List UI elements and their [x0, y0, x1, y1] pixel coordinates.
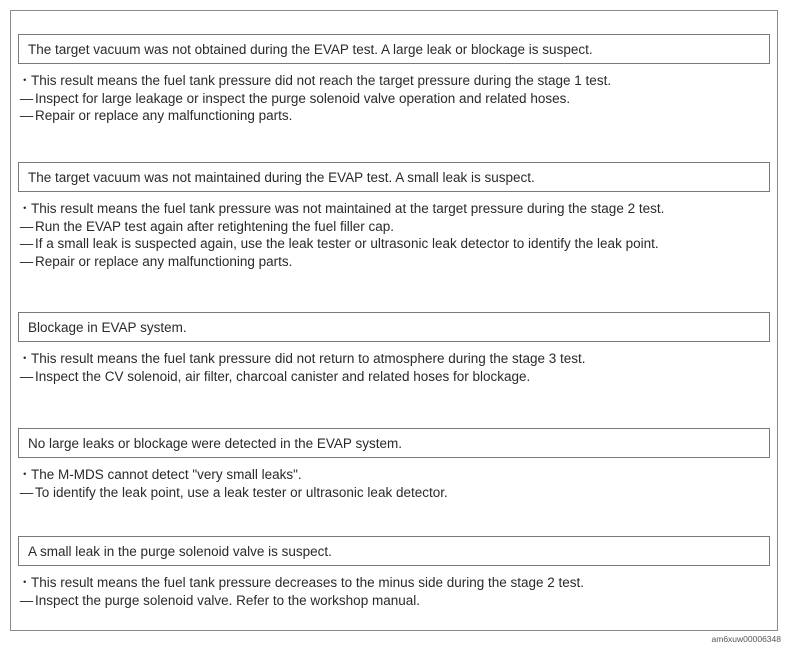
- dash-mark: —: [19, 236, 34, 251]
- bullet-mark: ・: [18, 73, 32, 88]
- section-title: A small leak in the purge solenoid valve is suspect.: [28, 544, 332, 559]
- bullet-line: [18, 200, 770, 218]
- dash-mark: —: [19, 592, 34, 608]
- bullet-line: [18, 466, 770, 484]
- dash-mark: —: [19, 108, 34, 123]
- section-lines: [18, 72, 770, 125]
- bullet-line: [18, 574, 770, 592]
- dash-line: [18, 484, 770, 502]
- bullet-text: This result means the fuel tank pressure did not reach the target pressure during the stage 1 test.: [31, 73, 612, 88]
- dash-text: Repair or replace any malfunctioning parts.: [35, 108, 293, 123]
- section-lines: [18, 574, 770, 609]
- bullet-mark: ・: [18, 351, 32, 366]
- section-title: No large leaks or blockage were detected in the EVAP system.: [28, 436, 402, 451]
- section-title-box: [18, 162, 770, 192]
- bullet-mark: ・: [18, 575, 32, 590]
- dash-text: Inspect the CV solenoid, air filter, charcoal canister and related hoses for blockage.: [35, 368, 531, 384]
- bullet-text: This result means the fuel tank pressure did not return to atmosphere during the stage 3 test.: [31, 351, 586, 366]
- section-title: Blockage in EVAP system.: [28, 320, 187, 335]
- dash-text: To identify the leak point, use a leak tester or ultrasonic leak detector.: [35, 484, 448, 500]
- section-blockage: [18, 312, 770, 385]
- dash-mark: —: [19, 253, 34, 269]
- section-purge-valve-leak: [18, 536, 770, 609]
- bullet-mark: ・: [18, 467, 32, 482]
- bullet-line: [18, 72, 770, 90]
- section-title-box: [18, 312, 770, 342]
- dash-line: [18, 218, 770, 236]
- section-title-box: [18, 428, 770, 458]
- dash-text: Run the EVAP test again after retightening the fuel filler cap.: [35, 218, 394, 234]
- bullet-text: The M-MDS cannot detect "very small leaks".: [31, 467, 302, 482]
- bullet-text: This result means the fuel tank pressure decreases to the minus side during the stage 2 test.: [31, 575, 585, 590]
- section-no-leaks: [18, 428, 770, 501]
- dash-mark: —: [19, 484, 34, 500]
- dash-text: Inspect for large leakage or inspect the purge solenoid valve operation and related hoses.: [35, 90, 571, 106]
- image-id-label: am6xuw00006348: [711, 634, 781, 644]
- section-title: The target vacuum was not obtained during the EVAP test. A large leak or blockage is suspect.: [28, 42, 593, 57]
- dash-line: [18, 592, 770, 610]
- section-title-box: [18, 34, 770, 64]
- section-lines: [18, 466, 770, 501]
- bullet-mark: ・: [18, 201, 32, 216]
- section-lines: [18, 350, 770, 385]
- section-small-leak: [18, 162, 770, 270]
- bullet-line: [18, 350, 770, 368]
- section-large-leak: [18, 34, 770, 125]
- dash-mark: —: [19, 218, 34, 234]
- bullet-text: This result means the fuel tank pressure was not maintained at the target pressure during the stage 2 test.: [31, 201, 665, 216]
- dash-line: [18, 107, 770, 125]
- section-title: The target vacuum was not maintained during the EVAP test. A small leak is suspect.: [28, 170, 535, 185]
- section-lines: [18, 200, 770, 270]
- dash-line: [18, 368, 770, 386]
- dash-mark: —: [19, 90, 34, 106]
- dash-mark: —: [19, 368, 34, 384]
- dash-line: [18, 235, 770, 253]
- section-title-box: [18, 536, 770, 566]
- dash-line: [18, 253, 770, 271]
- dash-text: Inspect the purge solenoid valve. Refer to the workshop manual.: [35, 592, 420, 608]
- dash-text: Repair or replace any malfunctioning parts.: [35, 253, 293, 269]
- dash-text: If a small leak is suspected again, use the leak tester or ultrasonic leak detector to identify the leak point.: [35, 236, 659, 251]
- dash-line: [18, 90, 770, 108]
